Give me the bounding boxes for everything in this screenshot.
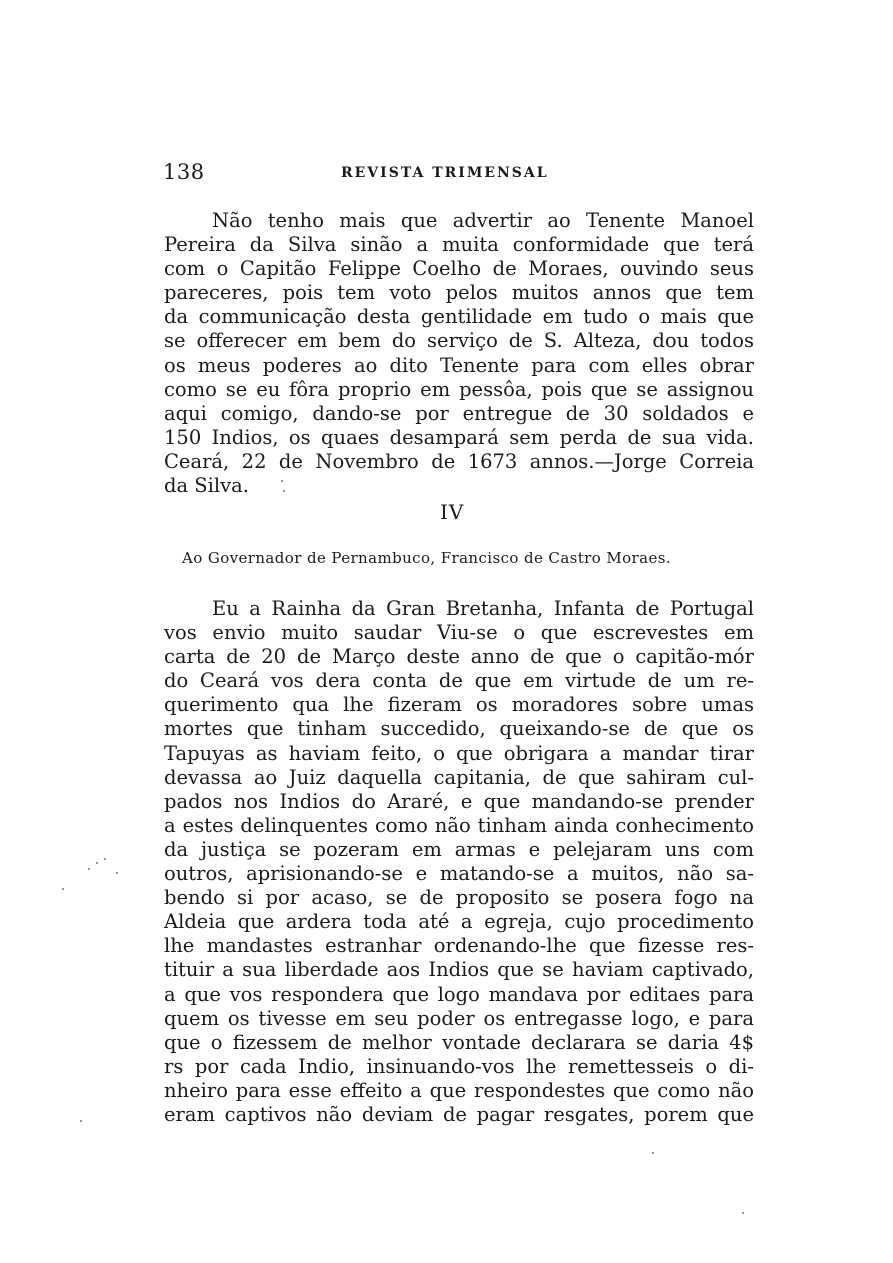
text-line: a estes delinquentes como não tinham ainda conhecimento: [164, 813, 754, 837]
text-line: se offerecer em bem do serviço de S. Alteza, dou todos: [164, 329, 754, 353]
letter-address: Ao Governador de Pernambuco, Francisco de Castro Moraes.: [182, 549, 671, 567]
text-line: 150 Indios, os quaes desampará sem perda de sua vida.: [164, 425, 754, 449]
text-line: Ceará, 22 de Novembro de 1673 annos.—Jorge Correia: [164, 449, 754, 473]
text-line: Pereira da Silva sinão a muita conformidade que terá: [164, 233, 754, 257]
text-line: mortes que tinham succedido, queixando-se de que os: [164, 717, 754, 741]
scan-speck: [281, 480, 283, 482]
text-line: outros, aprisionando-se e matando-se a muitos, não sa-: [164, 862, 754, 886]
text-line: devassa ao Juiz daquella capitania, de que sahiram cul-: [164, 765, 754, 789]
text-line: da Silva.: [164, 474, 249, 498]
text-line: os meus poderes ao dito Tenente para com elles obrar: [164, 353, 754, 377]
scan-speck: [96, 862, 98, 864]
text-line: do Ceará vos dera conta de que em virtude de um re-: [164, 669, 754, 693]
page-header: [163, 160, 753, 190]
page-number: 138: [163, 160, 205, 184]
text-line: tituir a sua liberdade aos Indios que se haviam captivado,: [164, 958, 754, 982]
scan-speck: [116, 872, 118, 874]
text-line: eram captivos não deviam de pagar resgates, porem que: [164, 1102, 754, 1126]
text-line: a que vos respondera que logo mandava por editaes para: [164, 982, 754, 1006]
scan-speck: [742, 1212, 744, 1214]
running-head: REVISTA TRIMENSAL: [341, 165, 549, 181]
text-line: bendo si por acaso, se de proposito se posera fogo na: [164, 886, 754, 910]
text-line: pados nos Indios do Araré, e que mandando-se prender: [164, 789, 754, 813]
text-line: vos envio muito saudar Viu-se o que escrevestes em: [164, 621, 754, 645]
text-line: Não tenho mais que advertir ao Tenente Manoel: [212, 209, 754, 232]
letter-paragraph-2: [164, 597, 754, 1127]
text-line: pareceres, pois tem voto pelos muitos annos que tem: [164, 281, 754, 305]
text-line: com o Capitão Felippe Coelho de Moraes, ouvindo seus: [164, 257, 754, 281]
section-number: IV: [440, 500, 465, 524]
text-line: que o fizessem de melhor vontade declarara se daria 4$: [164, 1030, 754, 1054]
text-line: aqui comigo, dando-se por entregue de 30 soldados e: [164, 401, 754, 425]
text-line: da communicação desta gentilidade em tudo o mais que: [164, 305, 754, 329]
text-line: carta de 20 de Março deste anno de que o capitão-mór: [164, 645, 754, 669]
scan-speck: [88, 868, 90, 870]
text-line: Eu a Rainha da Gran Bretanha, Infanta de Portugal: [212, 597, 754, 620]
scan-speck: [283, 490, 285, 492]
text-line: quem os tivesse em seu poder os entregasse logo, e para: [164, 1006, 754, 1030]
letter-paragraph-1: [164, 209, 754, 498]
text-line: como se eu fôra proprio em pessôa, pois que se assignou: [164, 377, 754, 401]
text-line: da justiça se pozeram em armas e pelejaram uns com: [164, 837, 754, 861]
text-line: rs por cada Indio, insinuando-vos lhe remettesseis o di-: [164, 1054, 754, 1078]
text-line: nheiro para esse effeito a que respondestes que como não: [164, 1078, 754, 1102]
scan-speck: [62, 888, 64, 890]
scan-speck: [104, 858, 106, 860]
text-line: Tapuyas as haviam feito, o que obrigara a mandar tirar: [164, 741, 754, 765]
text-line: lhe mandastes estranhar ordenando-lhe que fizesse res-: [164, 934, 754, 958]
text-line: querimento qua lhe fizeram os moradores sobre umas: [164, 693, 754, 717]
text-line: Aldeia que ardera toda até a egreja, cujo procedimento: [164, 910, 754, 934]
scan-speck: [80, 1120, 82, 1122]
scan-speck: [652, 1152, 654, 1154]
